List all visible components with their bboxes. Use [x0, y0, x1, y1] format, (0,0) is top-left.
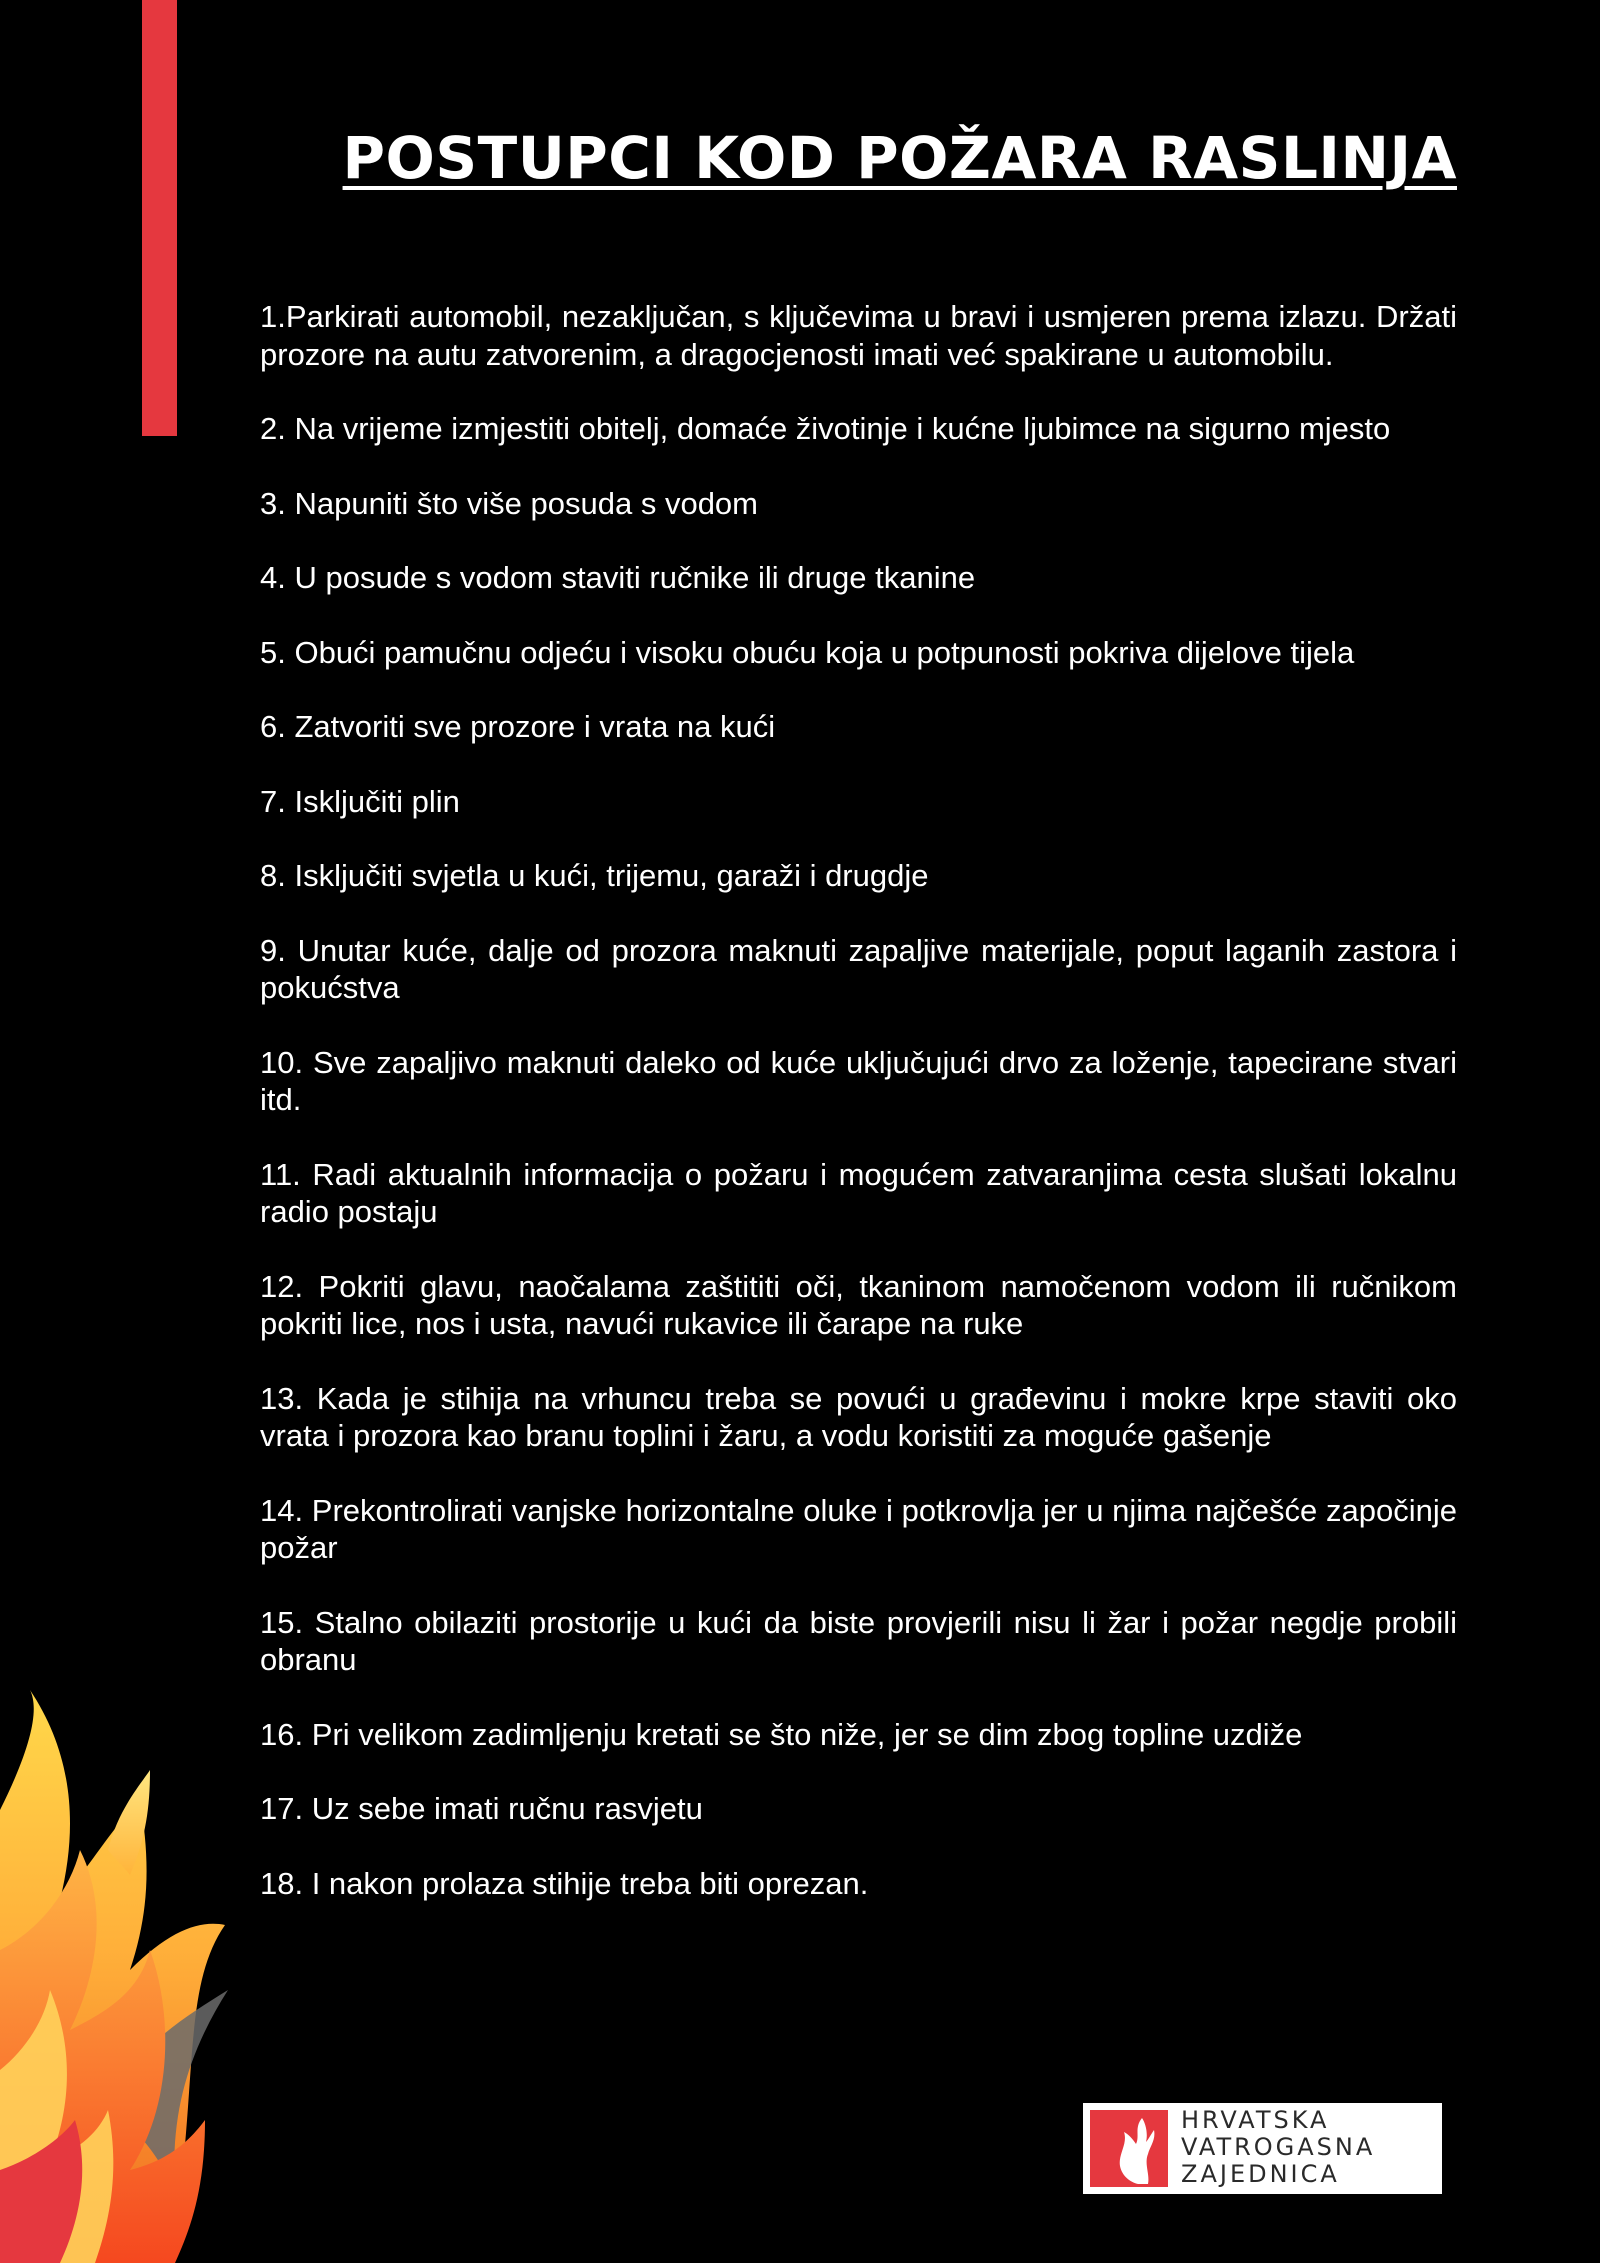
logo-line: HRVATSKA: [1181, 2106, 1330, 2134]
step-item: 13. Kada je stihija na vrhuncu treba se povući u građevinu i mokre krpe staviti oko vrata i prozora kao branu toplini i žaru, a vodu koristiti za moguće gašenje: [260, 1380, 1457, 1453]
step-item: 12. Pokriti glavu, naočalama zaštititi oči, tkaninom namočenom vodom ili ručnikom pokriti lice, nos i usta, navući rukavice ili čarape na ruke: [260, 1268, 1457, 1341]
flame-icon: [0, 1690, 240, 2263]
logo-line: ZAJEDNICA: [1181, 2160, 1340, 2188]
step-item: 17. Uz sebe imati ručnu rasvjetu: [260, 1791, 703, 1826]
logo-line: VATROGASNA: [1181, 2133, 1376, 2161]
step-item: 1.Parkirati automobil, nezaključan, s ključevima u bravi i usmjeren prema izlazu. Držati prozore na autu zatvorenim, a dragocjenosti imati već spakirane u automobilu.: [260, 299, 1457, 372]
step-item: 9. Unutar kuće, dalje od prozora maknuti zapaljive materijale, poput laganih zastora i pokućstva: [260, 932, 1457, 1005]
step-item: 18. I nakon prolaza stihije treba biti oprezan.: [260, 1865, 869, 1901]
red-accent-bar: [142, 0, 177, 436]
step-item: 14. Prekontrolirati vanjske horizontalne oluke i potkrovlja jer u njima najčešće započinje požar: [260, 1492, 1457, 1565]
step-item: 10. Sve zapaljivo maknuti daleko od kuće uključujući drvo za loženje, tapecirane stvari itd.: [260, 1044, 1457, 1117]
step-item: 5. Obući pamučnu odjeću i visoku obuću koja u potpunosti pokriva dijelove tijela: [260, 634, 1355, 670]
page-title: POSTUPCI KOD POŽARA RASLINJA: [342, 124, 1457, 192]
step-item: 16. Pri velikom zadimljenju kretati se što niže, jer se dim zbog topline uzdiže: [260, 1716, 1303, 1752]
step-item: 15. Stalno obilaziti prostorije u kući da biste provjerili nisu li žar i požar negdje probili obranu: [260, 1604, 1457, 1677]
steps-list: [260, 298, 1457, 1939]
step-item: 3. Napuniti što više posuda s vodom: [260, 485, 758, 521]
organization-logo: [1083, 2103, 1442, 2194]
step-item: 2. Na vrijeme izmjestiti obitelj, domaće životinje i kućne ljubimce na sigurno mjesto: [260, 411, 1391, 446]
step-item: 4. U posude s vodom staviti ručnike ili druge tkanine: [260, 560, 976, 595]
logo-text: [1181, 2107, 1375, 2188]
step-item: 11. Radi aktualnih informacija o požaru i mogućem zatvaranjima cesta slušati lokalnu radio postaju: [260, 1156, 1457, 1229]
step-item: 8. Isključiti svjetla u kući, trijemu, garaži i drugdje: [260, 858, 929, 893]
flame-logo-icon: [1090, 2110, 1168, 2187]
step-item: 7. Isključiti plin: [260, 783, 460, 819]
step-item: 6. Zatvoriti sve prozore i vrata na kući: [260, 709, 776, 744]
